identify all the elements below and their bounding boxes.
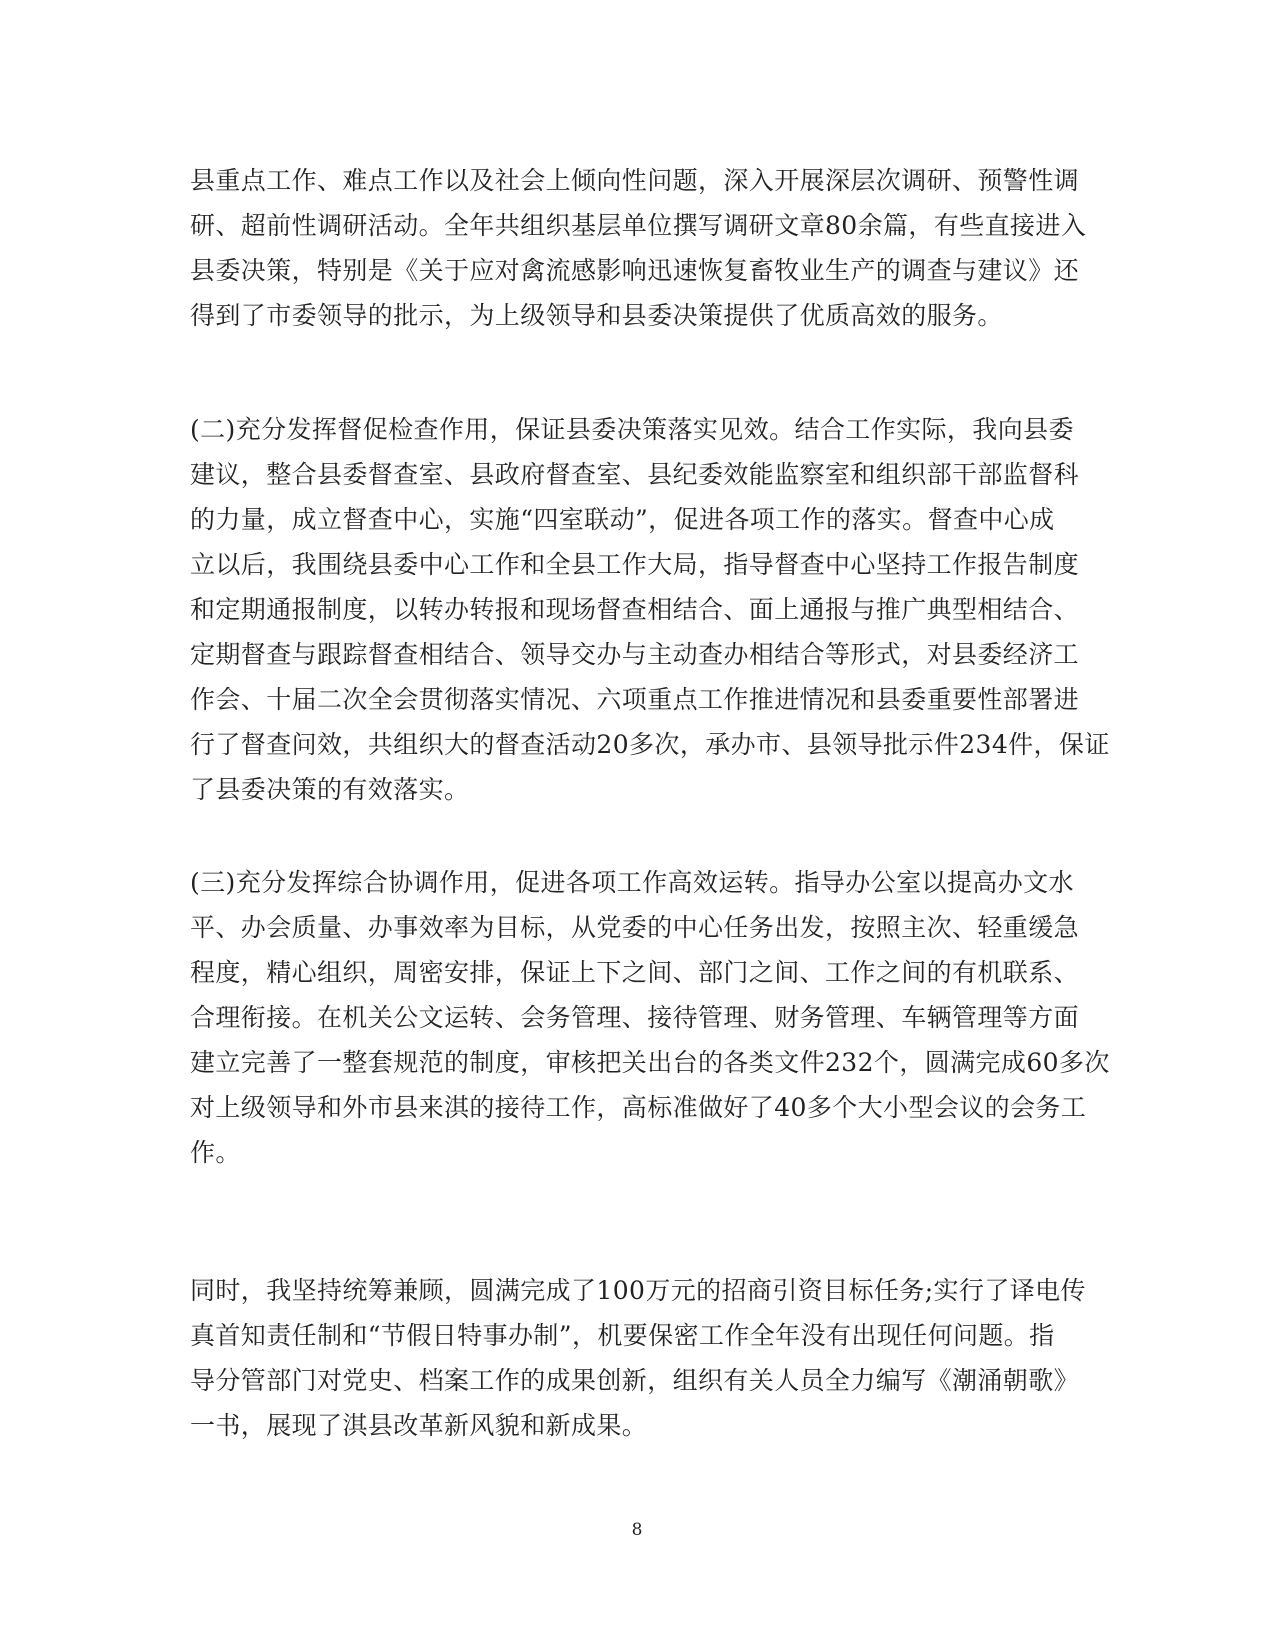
text-line: 一书，展现了淇县改革新风貌和新成果。 (190, 1411, 648, 1440)
text-line: 的力量，成立督查中心，实施“四室联动”，促进各项工作的落实。督查中心成 (190, 505, 1055, 534)
text-line: 建立完善了一整套规范的制度，审核把关出台的各类文件232个，圆满完成60多次 (190, 1048, 1110, 1077)
text-line: 行了督查问效，共组织大的督查活动20多次，承办市、县领导批示件234件，保证 (190, 730, 1110, 759)
text-line: 合理衔接。在机关公文运转、会务管理、接待管理、财务管理、车辆管理等方面 (190, 1003, 1080, 1032)
text-line: 建议，整合县委督查室、县政府督查室、县纪委效能监察室和组织部干部监督科 (190, 460, 1080, 489)
paragraph-supervision-inspection (190, 407, 1110, 812)
text-line: 了县委决策的有效落实。 (190, 775, 470, 804)
text-line: (三)充分发挥综合协调作用，促进各项工作高效运转。指导办公室以提高办文水 (190, 868, 1074, 897)
text-line: 研、超前性调研活动。全年共组织基层单位撰写调研文章80余篇，有些直接进入 (190, 211, 1087, 240)
paragraph-research-service (190, 158, 1087, 338)
text-line: 作。 (190, 1138, 241, 1167)
paragraph-coordination (190, 860, 1110, 1175)
text-line: 同时，我坚持统筹兼顾，圆满完成了100万元的招商引资目标任务;实行了译电传 (190, 1276, 1086, 1305)
text-line: 县委决策，特别是《关于应对禽流感影响迅速恢复畜牧业生产的调查与建议》还 (190, 256, 1080, 285)
text-line: 对上级领导和外市县来淇的接待工作，高标准做好了40多个大小型会议的会务工 (190, 1093, 1087, 1122)
page-number: 8 (631, 1520, 643, 1540)
text-line: (二)充分发挥督促检查作用，保证县委决策落实见效。结合工作实际，我向县委 (190, 415, 1074, 444)
text-line: 得到了市委领导的批示，为上级领导和县委决策提供了优质高效的服务。 (190, 301, 1003, 330)
text-line: 真首知责任制和“节假日特事办制”，机要保密工作全年没有出现任何问题。指 (190, 1321, 1055, 1350)
text-line: 定期督查与跟踪督查相结合、领导交办与主动查办相结合等形式，对县委经济工 (190, 640, 1080, 669)
text-line: 程度，精心组织，周密安排，保证上下之间、部门之间、工作之间的有机联系、 (190, 958, 1080, 987)
text-line: 县重点工作、难点工作以及社会上倾向性问题，深入开展深层次调研、预警性调 (190, 166, 1080, 195)
text-line: 导分管部门对党史、档案工作的成果创新，组织有关人员全力编写《潮涌朝歌》 (190, 1366, 1080, 1395)
text-line: 和定期通报制度，以转办转报和现场督查相结合、面上通报与推广典型相结合、 (190, 595, 1080, 624)
text-line: 立以后，我围绕县委中心工作和全县工作大局，指导督查中心坚持工作报告制度 (190, 550, 1080, 579)
text-line: 平、办会质量、办事效率为目标，从党委的中心任务出发，按照主次、轻重缓急 (190, 913, 1080, 942)
text-line: 作会、十届二次全会贯彻落实情况、六项重点工作推进情况和县委重要性部署进 (190, 685, 1080, 714)
paragraph-overall-tasks (190, 1268, 1086, 1448)
